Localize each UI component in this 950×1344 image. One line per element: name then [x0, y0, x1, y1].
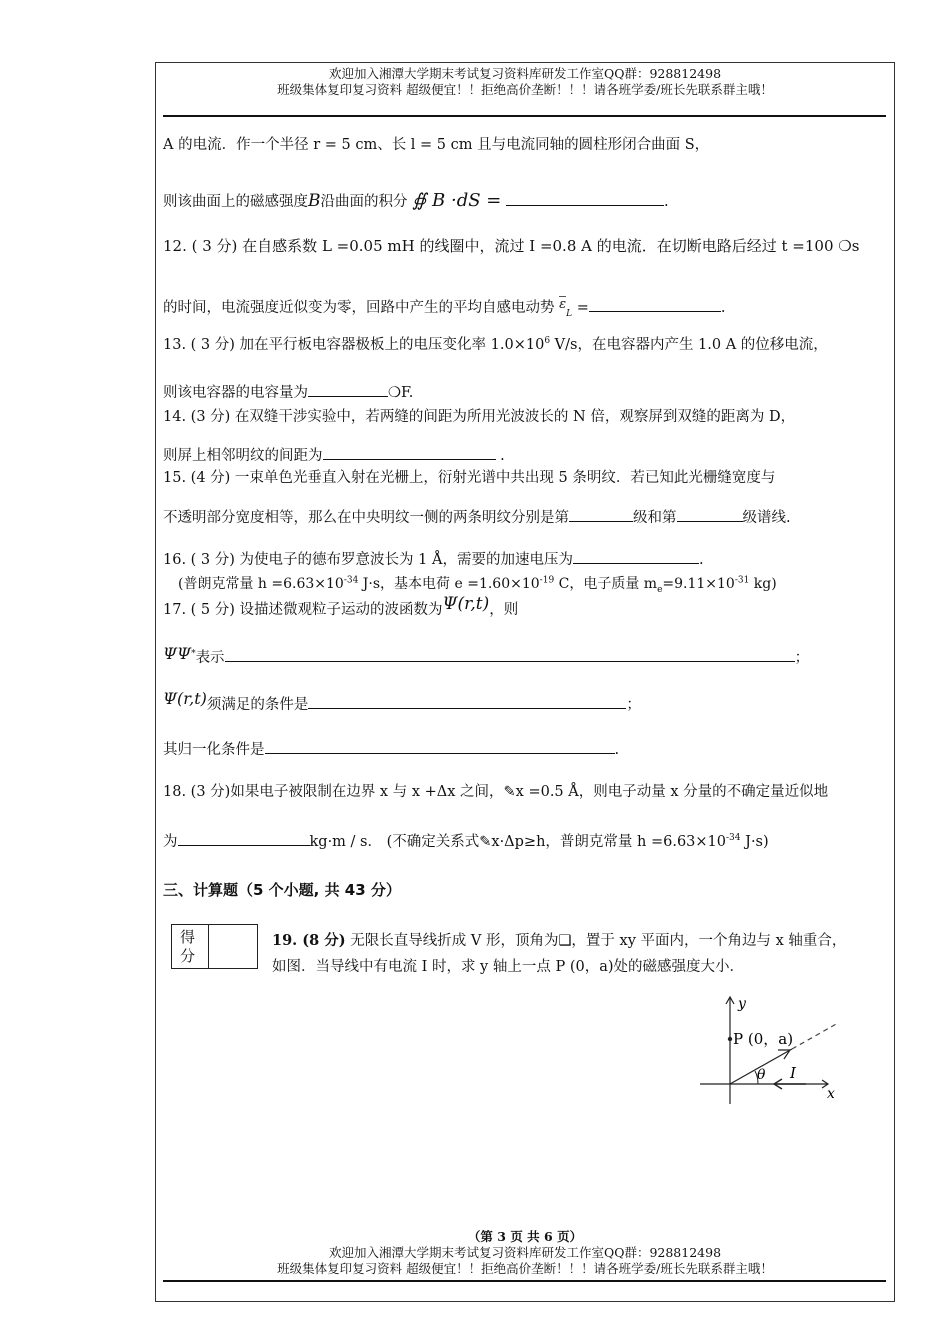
- q16-exp-3: -31: [734, 575, 750, 586]
- q17-semicolon-2: ；: [626, 697, 641, 713]
- header-line-2: 班级集体复印复习资料 超级便宜！！拒绝高价垄断！！！请各班学委/班长先联系群主哦！: [277, 82, 773, 97]
- q16-sub-e: e: [657, 584, 663, 595]
- q15-text-a: 不透明部分宽度相等，那么在中央明纹一侧的两条明纹分别是第: [163, 510, 569, 526]
- q13-answer-blank[interactable]: [308, 384, 388, 397]
- q18-exponent: -34: [726, 833, 741, 844]
- q19-number: 19. (8 分): [272, 932, 346, 949]
- header-line-1: 欢迎加入湘潭大学期末考试复习资料库研发工作室QQ群：928812498: [328, 66, 722, 81]
- q18-text-a: 为: [163, 834, 178, 850]
- q18-line-1: 18. (3 分)如果电子被限制在边界 x 与 x +Δx 之间，✎x =0.5 Å，则电子动量 x 分量的不确定量近似地: [163, 784, 829, 800]
- q18-text-c: J·s): [740, 834, 769, 850]
- q12-line-2: [163, 296, 725, 319]
- q17-period: .: [614, 742, 620, 758]
- q13-text-c: 则该电容器的电容量为: [163, 385, 308, 401]
- q17-text: 17. ( 5 分) 设描述微观粒子运动的波函数为: [163, 602, 443, 618]
- q18-answer-blank[interactable]: [178, 833, 310, 846]
- q16-const-d: =9.11×10: [662, 576, 735, 592]
- current-label: I: [790, 1064, 796, 1082]
- q16-text: 16. ( 3 分) 为使电子的德布罗意波长为 1 Å，需要的加速电压为: [163, 552, 573, 568]
- q17-semicolon-1: ；: [794, 650, 810, 666]
- q17-text-b: ，则: [489, 602, 519, 618]
- q12-emf-symbol: ε: [559, 297, 567, 312]
- q12-text: 的时间，电流强度近似变为零，回路中产生的平均自感电动势: [163, 300, 555, 316]
- q11-integral: ∯ B ·dS =: [412, 190, 502, 211]
- q17-answer-blank-3[interactable]: [265, 741, 615, 754]
- q17-line-4: [163, 738, 619, 759]
- q17-represents: 表示: [195, 650, 225, 666]
- q16-const-c: C，电子质量 m: [554, 576, 658, 592]
- q13-line-2: [163, 381, 413, 402]
- q11-line-2: [163, 190, 669, 211]
- x-axis-label: x: [827, 1086, 835, 1102]
- q13-unit: ❍F.: [388, 385, 414, 401]
- q16-line-2: [178, 573, 777, 595]
- q16-const-a: (普朗克常量 h =6.63×10: [178, 576, 344, 592]
- q11-symbol-b: B: [308, 191, 321, 211]
- section-3-title: 三、计算题（5 个小题, 共 43 分）: [163, 881, 401, 899]
- q12-emf-sub: L: [566, 308, 573, 319]
- q17-normalization: 其归一化条件是: [163, 742, 265, 758]
- q17-star: *: [191, 649, 196, 660]
- q15-text-b: 级和第: [633, 510, 677, 526]
- q12-equals: =: [576, 300, 589, 316]
- score-box-divider: [208, 925, 209, 968]
- q15-answer-blank-2[interactable]: [677, 509, 743, 522]
- footer-line-1: 欢迎加入湘潭大学期末考试复习资料库研发工作室QQ群：928812498: [328, 1245, 722, 1260]
- q13-line-1: [163, 333, 828, 354]
- footer-line-2: 班级集体复印复习资料 超级便宜！！拒绝高价垄断！！！请各班学委/班长先联系群主哦！: [277, 1261, 773, 1276]
- q16-answer-blank[interactable]: [573, 551, 699, 564]
- q13-exponent: 6: [544, 336, 551, 347]
- q18-text-b: kg·m / s． (不确定关系式✎x·Δp≥h，普朗克常量 h =6.63×10: [309, 834, 727, 850]
- footer-page-number: （第 3 页 共 6 页）: [467, 1229, 583, 1244]
- q14-line-1: 14. (3 分) 在双缝干涉实验中，若两缝的间距为所用光波波长的 N 倍，观察屏到双缝的距离为 D，: [163, 409, 796, 425]
- q15-text-c: 级谱线.: [742, 510, 791, 526]
- q14-line-2: [163, 444, 505, 465]
- q17-psi-psi: ΨΨ: [163, 644, 192, 663]
- q15-line-1: 15. (4 分) 一束单色光垂直入射在光栅上，衍射光谱中共出现 5 条明纹．若已知此光栅缝宽度与: [163, 470, 776, 486]
- q16-const-e: kg): [749, 576, 777, 592]
- q11-answer-blank[interactable]: [506, 193, 664, 206]
- score-label-1: 得: [180, 928, 196, 946]
- q17-answer-blank-2[interactable]: [308, 696, 626, 709]
- q17-psi: Ψ(r,t): [442, 594, 490, 614]
- q11-period: .: [663, 194, 669, 210]
- q19-line-1: [272, 929, 846, 950]
- q12-line-1: 12. ( 3 分) 在自感系数 L =0.05 mH 的线圈中，流过 I =0.8 A 的电流．在切断电路后经过 t =100 ❍s: [163, 237, 860, 255]
- q14-answer-blank[interactable]: [323, 447, 496, 460]
- theta-label: θ: [757, 1067, 766, 1083]
- q11-text-a: 则该曲面上的磁感强度: [163, 194, 308, 210]
- score-box-label: [180, 928, 195, 966]
- q11-text-b: 沿曲面的积分: [320, 194, 408, 210]
- q18-line-2: [163, 830, 769, 851]
- wire-extension-dashed: [792, 1023, 838, 1049]
- q12-answer-blank[interactable]: [589, 299, 721, 312]
- header-rule: [163, 115, 886, 117]
- q16-exp-2: -19: [539, 575, 555, 586]
- q15-line-2: [163, 506, 791, 527]
- q11-line-1: A 的电流．作一个半径 r = 5 cm、长 l = 5 cm 且与电流同轴的圆柱形闭合曲面 S，: [163, 137, 710, 153]
- q19-line-2: 如图．当导线中有电流 I 时，求 y 轴上一点 P (0，a)处的磁感强度大小．: [272, 959, 745, 975]
- footer-rule: [163, 1280, 886, 1282]
- q17-line-1: [163, 594, 519, 619]
- q19-figure: [700, 992, 850, 1107]
- q16-const-b: J·s，基本电荷 e =1.60×10: [358, 576, 540, 592]
- q12-period: .: [720, 300, 726, 316]
- q14-period: .: [500, 448, 505, 464]
- score-box: [171, 924, 258, 969]
- q16-period: .: [698, 552, 704, 568]
- score-label-2: 分: [180, 947, 196, 965]
- q17-psi-2: Ψ(r,t): [163, 689, 207, 708]
- q14-text: 则屏上相邻明纹的间距为: [163, 448, 323, 464]
- q15-answer-blank-1[interactable]: [569, 509, 633, 522]
- q17-line-3: [163, 689, 641, 714]
- q17-answer-blank-1[interactable]: [225, 649, 795, 662]
- q13-text-b: V/s，在电容器内产生 1.0 A 的位移电流，: [550, 337, 828, 353]
- y-axis-label: y: [738, 996, 746, 1012]
- q16-exp-1: -34: [343, 575, 359, 586]
- q13-text-a: 13. ( 3 分) 加在平行板电容器极板上的电压变化率 1.0×10: [163, 337, 545, 353]
- point-p-label: P (0，a): [733, 1030, 794, 1048]
- q19-text-1: 无限长直导线折成 V 形，顶角为❑，置于 xy 平面内，一个角边与 x 轴重合，: [345, 933, 847, 949]
- q17-condition: 须满足的条件是: [206, 697, 309, 713]
- q17-line-2: [163, 646, 809, 667]
- q16-line-1: [163, 548, 704, 569]
- point-p: [728, 1037, 732, 1041]
